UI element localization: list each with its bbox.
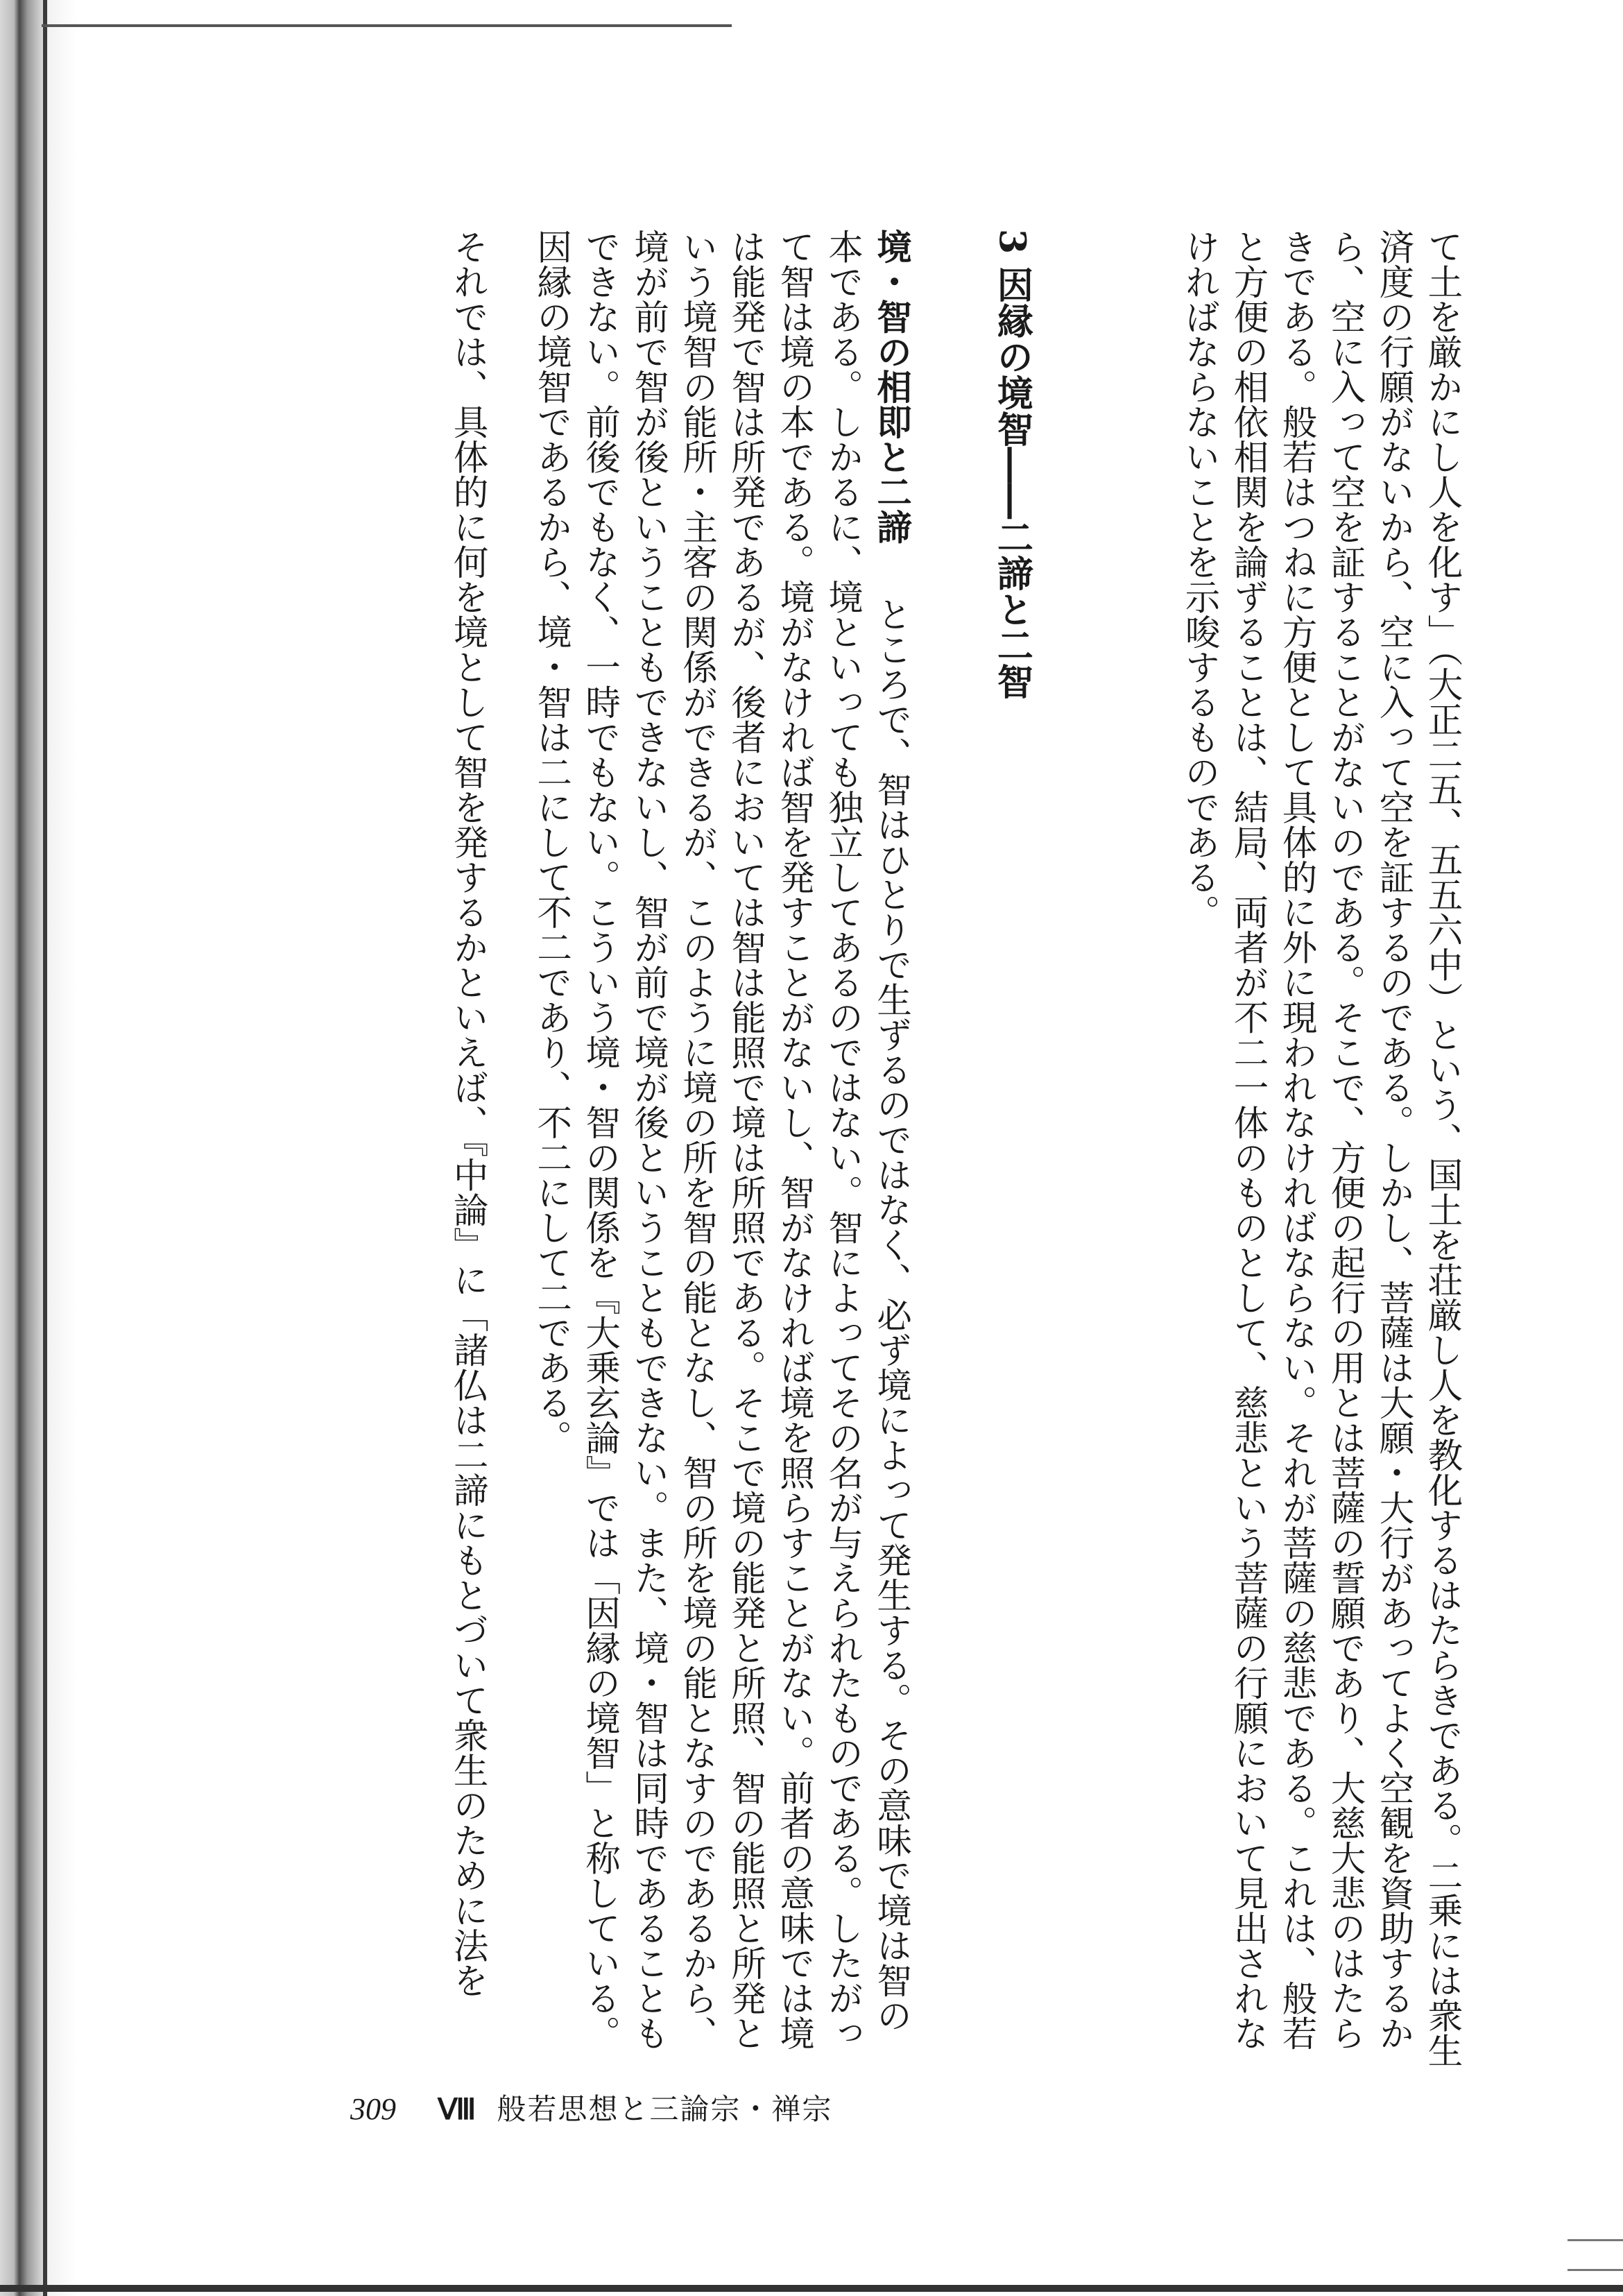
binding-edge bbox=[43, 0, 47, 2296]
para1-line-1 bbox=[868, 229, 916, 2032]
bottom-rule bbox=[0, 2285, 1623, 2292]
binding-shadow bbox=[0, 0, 76, 2296]
body-line-3: ら、空に入って空を証することがないのである。そこで、方便の起行の用とは菩薩の誓願であり、大慈大悲のはたら bbox=[1325, 229, 1366, 2050]
para1-line-3: て智は境の本である。境がなければ智を発すことがないし、智がなければ境を照らすことがない。前者の意味では境 bbox=[774, 229, 816, 2050]
para1-line-4: は能発で智は所発であるが、後者においては智は能照で境は所照である。そこで境の能発と所照、智の能照と所発と bbox=[725, 229, 767, 2050]
para1-line-2: 本である。しかるに、境といっても独立してあるのではない。智によってその名が与えられたものである。したがっ bbox=[823, 229, 864, 2050]
para1-line-6: 境が前で智が後ということもできないし、智が前で境が後ということもできない。また、境・智は同時であることも bbox=[628, 229, 670, 2050]
page-number: 309 bbox=[350, 2092, 396, 2126]
section-heading bbox=[937, 229, 1155, 2032]
body-line-4: きである。般若はつねに方便として具体的に外に現われなければならない。それが菩薩の慈悲である。これは、般若 bbox=[1277, 229, 1318, 2050]
para1-line-8: 因縁の境智であるから、境・智は二にして不二であり、不二にして二である。 bbox=[531, 229, 573, 1455]
para1-line-5: いう境智の能所・主客の関係ができるが、このように境の所を智の能となし、智の所を境の能となすのであるから、 bbox=[677, 229, 719, 2050]
body-line-5: と方便の相依相関を論ずることは、結局、両者が不二一体のものとして、慈悲という菩薩の行願において見出されな bbox=[1228, 229, 1269, 2050]
para2-line-1: それでは、具体的に何を境として智を発するかといえば、『中論』に「諸仏は二諦にもとづいて衆生のために法を bbox=[448, 229, 490, 1998]
chapter-number: Ⅷ bbox=[438, 2094, 476, 2126]
para1-line-7: できない。前後でもなく、一時でもない。こういう境・智の関係を『大乗玄論』では「因縁の境智」と称している。 bbox=[580, 229, 621, 2050]
section-title: 因縁の境智――二諦と二智 bbox=[990, 266, 1033, 700]
section-number: 3 bbox=[990, 229, 1033, 255]
body-line-1: て土を厳かにし人を化す」（大正二五、五五六中）という、国土を荘厳し人を教化するはたらきである。二乗には衆生 bbox=[1423, 229, 1463, 2068]
top-rule bbox=[42, 24, 732, 27]
body-line-2: 済度の行願がないから、空に入って空を証するのである。しかし、菩薩は大願・大行があってよく空観を資助するか bbox=[1374, 229, 1415, 2050]
chapter-title: 般若思想と三論宗・禅宗 bbox=[497, 2092, 833, 2126]
corner-marks bbox=[1568, 2239, 1623, 2271]
para1-text-1: ところで、智はひとりで生ずるのではなく、必ず境によって発生する。その意味で境は智の bbox=[871, 597, 913, 2033]
subsection-title: 境・智の相即と二諦 bbox=[871, 229, 913, 545]
page-footer bbox=[350, 2087, 832, 2128]
body-line-6: ければならないことを示唆するものである。 bbox=[1180, 229, 1221, 929]
vertical-text-block bbox=[444, 229, 1467, 2068]
